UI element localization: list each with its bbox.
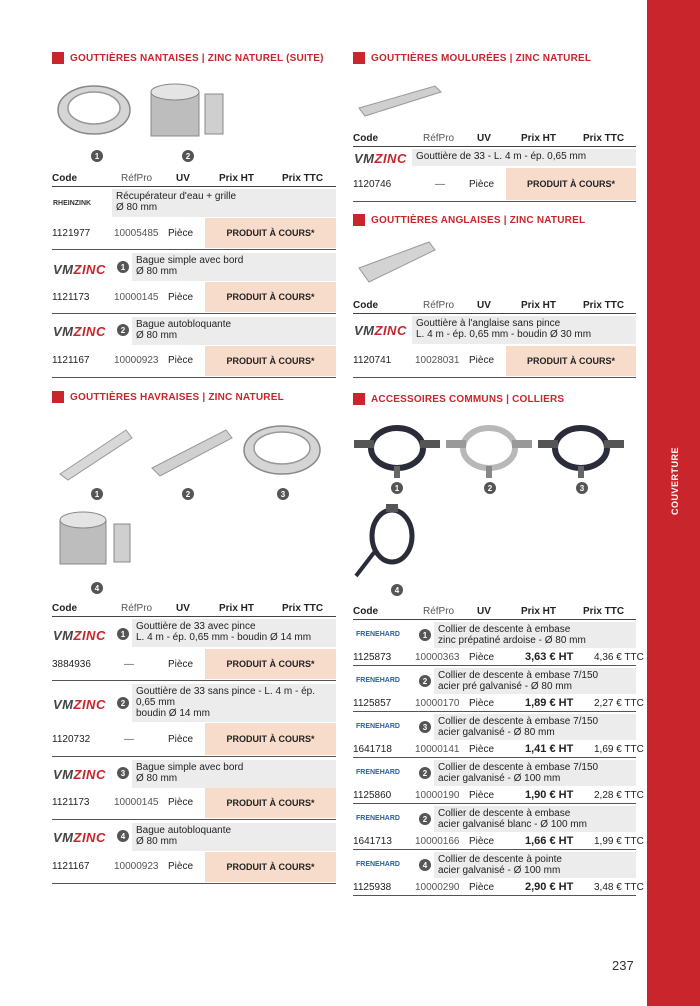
- vmzinc-logo: VMZINC: [354, 151, 407, 166]
- page-number: 237: [612, 958, 634, 973]
- frenehard-logo: FRENEHARD: [356, 723, 400, 730]
- section-square-icon: [353, 52, 365, 64]
- frenehard-logo: FRENEHARD: [356, 631, 400, 638]
- promo-label: PRODUIT À COURS*: [205, 218, 336, 248]
- gutter-image: [355, 82, 445, 122]
- number-badge: 4: [91, 582, 103, 594]
- gutter-image: [355, 238, 441, 290]
- section-square-icon: [353, 214, 365, 226]
- number-badge: 1: [391, 482, 403, 494]
- number-badge: 1: [91, 150, 103, 162]
- product-desc: Gouttière de 33 sans pince - L. 4 m - ép. 0,65 mm boudin Ø 14 mm: [132, 684, 336, 722]
- price-ttc: 2,27 € TTC: [594, 698, 644, 709]
- number-badge: 1: [91, 488, 103, 500]
- table-header: Code RéfPro UV Prix HT Prix TTC: [353, 300, 625, 311]
- price-ttc: 1,69 € TTC: [594, 744, 644, 755]
- number-badge: 2: [484, 482, 496, 494]
- gutter-image: [148, 424, 234, 480]
- promo-label: PRODUIT À COURS*: [205, 723, 336, 755]
- product-desc: Bague autobloquante Ø 80 mm: [132, 317, 336, 345]
- product-desc: Récupérateur d'eau + grille Ø 80 mm: [112, 189, 336, 217]
- product-desc: Collier de descente à embase acier galvanisé blanc - Ø 100 mm: [434, 806, 636, 832]
- collar-image: [536, 420, 626, 480]
- price-ttc: 4,36 € TTC: [594, 652, 644, 663]
- number-badge: 4: [391, 584, 403, 596]
- section-square-icon: [52, 391, 64, 403]
- product-desc: Collier de descente à embase 7/150 acier pré galvanisé - Ø 80 mm: [434, 668, 636, 694]
- price-ttc: 2,28 € TTC: [594, 790, 644, 801]
- outlet-image: [145, 80, 235, 146]
- number-badge: 2: [117, 324, 129, 336]
- gutter-image: [56, 424, 136, 484]
- vmzinc-logo: VMZINC: [53, 324, 106, 339]
- section-title-moulurees: GOUTTIÈRES MOULURÉES | ZINC NATUREL: [353, 52, 591, 64]
- outlet-image: [56, 508, 140, 574]
- number-badge: 3: [117, 767, 129, 779]
- number-badge: 1: [117, 261, 129, 273]
- vmzinc-logo: VMZINC: [53, 262, 106, 277]
- price-ht: 1,41 € HT: [525, 743, 574, 755]
- frenehard-logo: FRENEHARD: [356, 815, 400, 822]
- promo-label: PRODUIT À COURS*: [205, 282, 336, 312]
- price-ttc: 1,99 € TTC: [594, 836, 644, 847]
- vmzinc-logo: VMZINC: [53, 697, 106, 712]
- number-badge: 3: [576, 482, 588, 494]
- price-ht: 3,63 € HT: [525, 651, 574, 663]
- number-badge: 2: [117, 697, 129, 709]
- number-badge: 1: [419, 629, 431, 641]
- price-ht: 1,90 € HT: [525, 789, 574, 801]
- section-square-icon: [353, 393, 365, 405]
- vmzinc-logo: VMZINC: [53, 767, 106, 782]
- frenehard-logo: FRENEHARD: [356, 769, 400, 776]
- product-desc: Gouttière de 33 - L. 4 m - ép. 0,65 mm: [412, 149, 636, 166]
- table-header: Code RéfPro UV Prix HT Prix TTC: [52, 173, 324, 184]
- section-title-nantaises: GOUTTIÈRES NANTAISES | ZINC NATUREL (SUITE): [52, 52, 324, 64]
- number-badge: 3: [277, 488, 289, 500]
- promo-label: PRODUIT À COURS*: [205, 346, 336, 376]
- product-desc: Collier de descente à embase zinc prépatiné ardoise - Ø 80 mm: [434, 622, 636, 648]
- ring-image: [240, 420, 324, 480]
- number-badge: 3: [419, 721, 431, 733]
- product-desc: Gouttière à l'anglaise sans pince L. 4 m - ép. 0,65 mm - boudin Ø 30 mm: [412, 316, 636, 344]
- price-ht: 2,90 € HT: [525, 881, 574, 893]
- product-desc: Bague autobloquante Ø 80 mm: [132, 823, 336, 851]
- price-ht: 1,89 € HT: [525, 697, 574, 709]
- number-badge: 4: [117, 830, 129, 842]
- product-desc: Bague simple avec bord Ø 80 mm: [132, 253, 336, 281]
- sidebar-label: COUVERTURE: [670, 447, 680, 516]
- product-desc: Collier de descente à embase 7/150 acier galvanisé - Ø 80 mm: [434, 714, 636, 740]
- price-ht: 1,66 € HT: [525, 835, 574, 847]
- number-badge: 2: [419, 767, 431, 779]
- number-badge: 1: [117, 628, 129, 640]
- price-ttc: 3,48 € TTC: [594, 882, 644, 893]
- promo-label: PRODUIT À COURS*: [205, 788, 336, 818]
- collar-image: [352, 420, 442, 480]
- product-desc: Gouttière de 33 avec pince L. 4 m - ép. 0,65 mm - boudin Ø 14 mm: [132, 619, 336, 647]
- promo-label: PRODUIT À COURS*: [205, 649, 336, 679]
- section-square-icon: [52, 52, 64, 64]
- product-desc: Collier de descente à embase 7/150 acier galvanisé - Ø 100 mm: [434, 760, 636, 786]
- promo-label: PRODUIT À COURS*: [506, 168, 636, 200]
- section-title-colliers: ACCESSOIRES COMMUNS | COLLIERS: [353, 393, 564, 405]
- collar-image: [352, 498, 422, 582]
- promo-label: PRODUIT À COURS*: [506, 346, 636, 376]
- number-badge: 2: [419, 675, 431, 687]
- rheinzink-logo: RHEINZINK: [53, 200, 92, 207]
- vmzinc-logo: VMZINC: [53, 830, 106, 845]
- table-header: Code RéfPro UV Prix HT Prix TTC: [353, 133, 625, 144]
- number-badge: 2: [182, 150, 194, 162]
- number-badge: 2: [182, 488, 194, 500]
- frenehard-logo: FRENEHARD: [356, 861, 400, 868]
- section-title-havraises: GOUTTIÈRES HAVRAISES | ZINC NATUREL: [52, 391, 284, 403]
- vmzinc-logo: VMZINC: [53, 628, 106, 643]
- vmzinc-logo: VMZINC: [354, 323, 407, 338]
- number-badge: 4: [419, 859, 431, 871]
- collar-image: [444, 420, 534, 480]
- table-header: Code RéfPro UV Prix HT Prix TTC: [353, 606, 625, 617]
- promo-label: PRODUIT À COURS*: [205, 852, 336, 882]
- number-badge: 2: [419, 813, 431, 825]
- product-desc: Bague simple avec bord Ø 80 mm: [132, 760, 336, 788]
- table-header: Code RéfPro UV Prix HT Prix TTC: [52, 603, 324, 614]
- frenehard-logo: FRENEHARD: [356, 677, 400, 684]
- sidebar-band: [647, 0, 700, 1006]
- ring-image: [54, 80, 134, 140]
- product-desc: Collier de descente à pointe acier galvanisé - Ø 100 mm: [434, 852, 636, 878]
- section-title-anglaises: GOUTTIÈRES ANGLAISES | ZINC NATUREL: [353, 214, 585, 226]
